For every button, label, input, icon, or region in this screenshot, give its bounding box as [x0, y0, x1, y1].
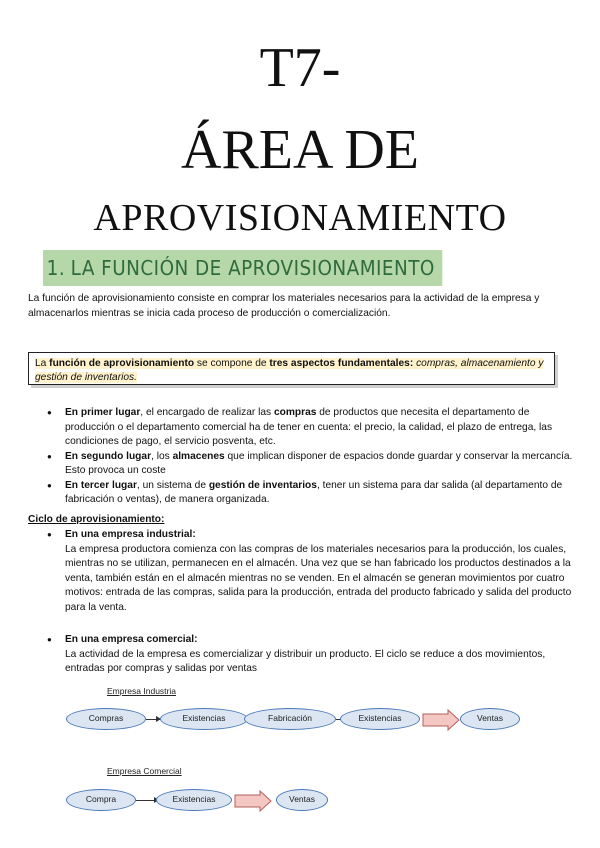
title-line-2: ÁREA DE — [181, 119, 419, 181]
list-item — [45, 528, 575, 615]
callout-bold-2: tres aspectos fundamentales: — [269, 358, 414, 369]
industrial-list — [45, 528, 575, 615]
list-item — [45, 406, 575, 450]
node-compras: Compras — [66, 708, 146, 730]
diagram-comercial-label: Empresa Comercial — [107, 766, 182, 776]
aspect-text: que implican disponer de espacios donde guardar y conservar la mercancía. Esto provoca un coste — [65, 450, 573, 476]
callout-part-1: La — [35, 358, 50, 369]
aspect-keyword: almacenes — [172, 450, 225, 462]
node-existencias-2: Existencias — [340, 708, 420, 730]
title-line-1: T7- — [259, 37, 341, 99]
node-ventas: Ventas — [276, 789, 328, 811]
connector-arrow — [136, 800, 158, 801]
aspect-text: , los — [151, 450, 173, 462]
section-heading — [43, 250, 442, 286]
aspects-list — [45, 406, 575, 508]
section-heading-text: LA FUNCIÓN DE APROVISIONAMIENTO — [70, 256, 435, 280]
aspect-keyword: compras — [273, 407, 317, 418]
callout-italic: compras, almacenamiento y gestión de inventarios. — [35, 358, 544, 383]
industrial-text: La empresa productora comienza con las compras de los materiales necesarios para la producción, los cuales, mientras no se utilizan, permanecen en el almacén. Una vez que se han fabricado los productos destinados a la venta, también están en el almacén mientras no se venden. En el almacén se generan movimientos por cuatro motivos: entrada de las compras, salida para la producción, entrada del producto fabricado y salida del producto para la venta. — [65, 543, 572, 613]
list-item — [45, 450, 575, 479]
aspect-keyword: gestión de inventarios — [208, 479, 317, 491]
node-existencias: Existencias — [156, 789, 232, 811]
node-compra: Compra — [66, 789, 136, 811]
node-fabricacion: Fabricación — [244, 708, 336, 730]
callout-part-2: se compone de — [194, 358, 270, 369]
aspect-text: , un sistema de — [136, 479, 209, 491]
node-ventas: Ventas — [460, 708, 520, 730]
intro-paragraph: La función de aprovisionamiento consiste en comprar los materiales necesarios para la actividad de la empresa y almacenarlos mientras se inicia cada proceso de producción o comercialización. — [28, 293, 540, 319]
block-arrow — [234, 790, 272, 812]
comercial-label: En una empresa comercial: — [65, 634, 198, 645]
callout-bold-1: función de aprovisionamiento — [49, 358, 195, 369]
aspect-lead: En primer lugar — [65, 407, 141, 418]
connector-arrow — [146, 719, 160, 720]
industrial-label: En una empresa industrial: — [65, 529, 196, 540]
ciclo-title: Ciclo de aprovisionamiento: — [28, 514, 165, 525]
list-item — [45, 479, 575, 508]
aspect-text: de productos que necesita el departamento de producción o el departamento comercial ha de tener en cuenta: el precio, la calidad, el plazo de entrega, las condiciones de pago, el servicio posventa, etc. — [65, 407, 553, 447]
title-line-3: APROVISIONAMIENTO — [93, 197, 507, 239]
diagram-industrial-label: Empresa Industria — [107, 686, 176, 696]
callout-text — [35, 358, 543, 383]
aspect-lead: En tercer lugar — [65, 479, 137, 491]
list-item — [45, 633, 575, 677]
node-existencias: Existencias — [160, 708, 248, 730]
aspect-lead: En segundo lugar — [65, 450, 152, 462]
comercial-list — [45, 633, 575, 677]
aspect-text: , tener un sistema para dar salida (al departamento de fabricación o ventas), de manera organizada. — [65, 479, 563, 505]
comercial-text: La actividad de la empresa es comercializar y distribuir un producto. El ciclo se reduce a dos movimientos, entradas por compras y salidas por ventas — [65, 648, 546, 674]
callout-box — [28, 352, 555, 385]
section-number: 1. — [46, 256, 66, 280]
block-arrow — [422, 709, 460, 731]
aspect-text: , el encargado de realizar las — [140, 407, 274, 418]
